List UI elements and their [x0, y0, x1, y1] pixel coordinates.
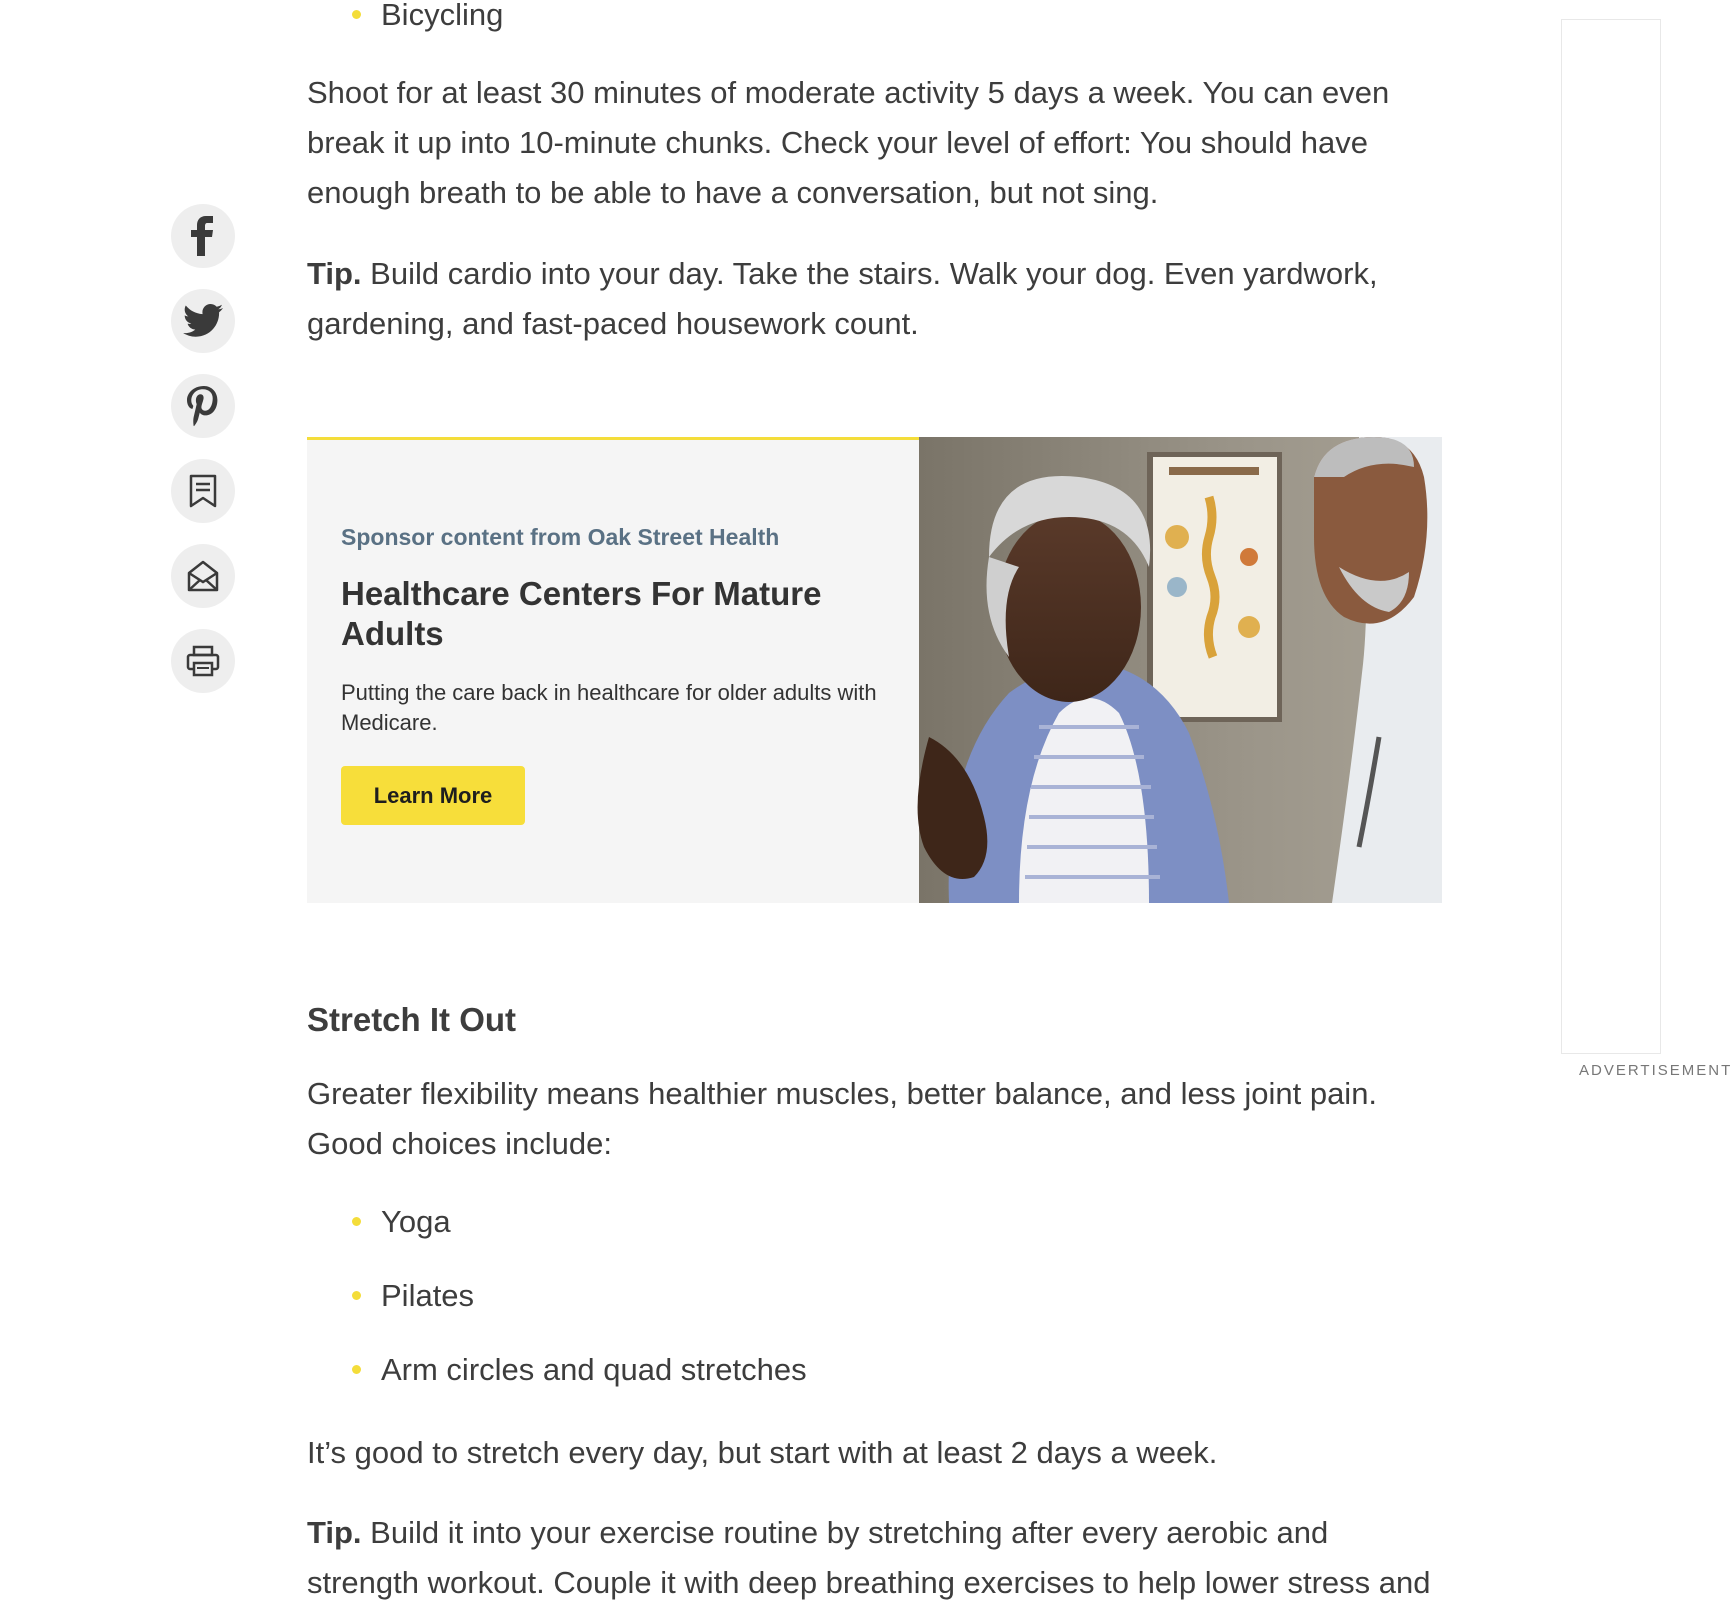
sponsor-description: Putting the care back in healthcare for older adults with Medicare.	[341, 680, 877, 735]
learn-more-button[interactable]: Learn More	[341, 766, 525, 825]
tip-label: Tip.	[307, 256, 362, 291]
bullet-dot	[352, 1217, 361, 1226]
bullet-dot	[352, 1291, 361, 1300]
print-button[interactable]	[171, 629, 235, 693]
tip-paragraph	[307, 249, 1442, 349]
list-item	[307, 1276, 1442, 1316]
tip-label: Tip.	[307, 1515, 362, 1550]
email-share-button[interactable]	[171, 544, 235, 608]
print-icon	[186, 645, 220, 677]
share-rail	[171, 204, 235, 714]
sponsor-text-panel	[307, 437, 919, 903]
facebook-icon	[188, 216, 218, 256]
twitter-icon	[183, 304, 223, 338]
twitter-share-button[interactable]	[171, 289, 235, 353]
list-item	[307, 0, 1442, 35]
tip-text: Build cardio into your day. Take the stairs. Walk your dog. Even yardwork, gardening, and fast-paced housework count.	[307, 256, 1378, 341]
sponsor-card[interactable]	[307, 437, 1442, 903]
bookmark-button[interactable]	[171, 459, 235, 523]
list-item-text: Arm circles and quad stretches	[381, 1352, 807, 1387]
bullet-dot	[352, 10, 361, 19]
stretch-list	[307, 1202, 1442, 1390]
cardio-list	[307, 0, 1442, 35]
paragraph: It’s good to stretch every day, but start with at least 2 days a week.	[307, 1435, 1218, 1470]
bookmark-icon	[189, 474, 217, 508]
ad-frame[interactable]	[1561, 19, 1661, 1054]
sponsor-label: Sponsor content from Oak Street Health	[341, 524, 780, 550]
pinterest-share-button[interactable]	[171, 374, 235, 438]
paragraph: Shoot for at least 30 minutes of moderate activity 5 days a week. You can even break it up into 10-minute chunks. Check your level of effort: You should have enough breath to be able to have a conversation, but not sing.	[307, 75, 1390, 210]
list-item-text: Yoga	[381, 1204, 451, 1239]
sponsor-photo[interactable]	[919, 437, 1442, 903]
advertisement-label: ADVERTISEMENT	[1579, 1062, 1732, 1079]
tip-paragraph	[307, 1508, 1442, 1608]
sponsor-title[interactable]: Healthcare Centers For Mature Adults	[341, 575, 822, 652]
section-heading: Stretch It Out	[307, 1001, 517, 1038]
pinterest-icon	[187, 386, 219, 426]
list-item-text: Pilates	[381, 1278, 475, 1313]
bullet-dot	[352, 1365, 361, 1374]
list-item	[307, 1350, 1442, 1390]
list-item-text: Bicycling	[381, 0, 504, 32]
email-icon	[187, 560, 219, 592]
tip-text: Build it into your exercise routine by stretching after every aerobic and strength workout. Couple it with deep breathing exercises to help lower stress and	[307, 1515, 1431, 1600]
paragraph: Greater flexibility means healthier muscles, better balance, and less joint pain. Good choices include:	[307, 1076, 1378, 1161]
list-item	[307, 1202, 1442, 1242]
facebook-share-button[interactable]	[171, 204, 235, 268]
doctor-patient-illustration	[919, 437, 1442, 903]
